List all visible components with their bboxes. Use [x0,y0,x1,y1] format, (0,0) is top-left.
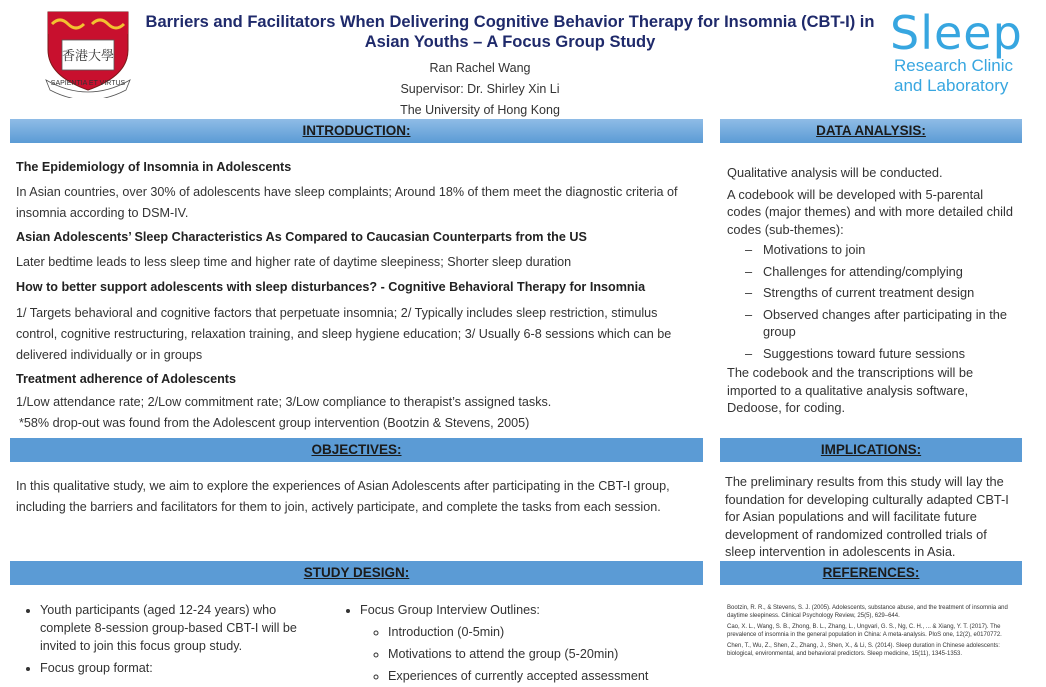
author-name: Ran Rachel Wang [429,61,531,75]
study-design-right [336,599,701,687]
outline-item: ◦ Experiences of currently accepted assessment [388,665,701,687]
intro-paragraph-2: Later bedtime leads to less sleep time and higher rate of daytime sleepiness; Shorter sleep duration [16,255,572,269]
data-analysis-p2: A codebook will be developed with 5-parental codes (major themes) and with more detailed child codes (sub-themes): [727,186,1013,237]
objectives-paragraph: In this qualitative study, we aim to explore the experiences of Asian Adolescents after participating in the CBT-I group, including the barriers and facilitators for them to join, actively participate, and complete the tasks from each session. [16,479,670,514]
introduction-heading: INTRODUCTION: [10,119,703,143]
references-section [727,604,1017,678]
code-item: – Challenges for attending/complying [745,263,1017,281]
affiliation: The University of Hong Kong [400,103,560,117]
objectives-section [16,476,686,518]
svg-text:香港大學: 香港大學 [61,49,115,64]
intro-paragraph-3: 1/ Targets behavioral and cognitive factors that perpetuate insomnia; 2/ Typically includes sleep restriction, stimulus control, cognitive restructuring, relaxation training, and sleep hygiene education; 3/ Usually 6-8 sessions which can be delivered individually or in groups [16,306,672,362]
implications-heading: IMPLICATIONS: [720,438,1022,462]
intro-heading-3: How to better support adolescents with sleep disturbances? - Cognitive Behavioral Therapy for Insomnia [16,280,646,294]
poster-title: Barriers and Facilitators When Delivering Cognitive Behavior Therapy for Insomnia (CBT-I) in Asian Youths – A Focus Group Study [145,13,875,51]
code-item: – Observed changes after participating in the group [745,306,1017,341]
reference-item: Cao, X. L., Wang, S. B., Zhong, B. L., Zhang, L., Ungvari, G. S., Ng, C. H., ... & Xiang, Y. T. (2017). The prevalence of insomnia in the general population in China: A meta-analysis. PloS one, 12(2), e0170772. [727,624,1002,638]
implications-paragraph: The preliminary results from this study will lay the foundation for developing culturally adapted CBT-I for Asian populations and will facilitate future development of randomized controlled trials of sleep intervention in adolescents in Asia. [725,474,1009,559]
intro-paragraph-1: In Asian countries, over 30% of adolescents have sleep complaints; Around 18% of them meet the diagnostic criteria of insomnia according to DSM-IV. [16,185,678,220]
intro-heading-4: Treatment adherence of Adolescents [16,372,236,386]
university-crest [42,10,134,98]
logo-sleep: Sleep [890,6,1023,60]
study-design-heading: STUDY DESIGN: [10,561,703,585]
data-analysis-section [727,164,1017,417]
logo-line-2: and Laboratory [894,76,1009,95]
interview-outline-title: Focus Group Interview Outlines: [360,603,540,617]
reference-item: Bootzin, R. R., & Stevens, S. J. (2005). Adolescents, substance abuse, and the treatment of insomnia and daytime sleepiness. Clinical Psychology Review, 25(5), 629–644. [727,605,1008,619]
code-item: – Suggestions toward future sessions [745,345,1017,363]
study-design-item: • Focus group format: [40,659,316,677]
sleep-lab-logo [890,6,1030,110]
logo-line-1: Research Clinic [894,56,1014,75]
code-item: – Strengths of current treatment design [745,284,1017,302]
code-item: – Motivations to join [745,241,1017,259]
data-analysis-p1: Qualitative analysis will be conducted. [727,165,943,180]
introduction-section [16,157,700,434]
intro-paragraph-5: *58% drop-out was found from the Adolescent group intervention (Bootzin & Stevens, 2005) [19,416,530,430]
references-heading: REFERENCES: [720,561,1022,585]
data-analysis-heading: DATA ANALYSIS: [720,119,1022,143]
intro-heading-2: Asian Adolescents’ Sleep Characteristics As Compared to Caucasian Counterparts from the US [16,230,587,244]
outline-item: ◦ Introduction (0-5min) [388,621,701,643]
intro-heading-1: The Epidemiology of Insomnia in Adolescents [16,160,292,174]
intro-paragraph-4: 1/Low attendance rate; 2/Low commitment rate; 3/Low compliance to therapist’s assigned tasks. [16,395,552,409]
data-analysis-p3: The codebook and the transcriptions will be imported to a qualitative analysis software, Dedoose, for coding. [727,365,974,415]
study-design-item: • Youth participants (aged 12-24 years) who complete 8-session group-based CBT-I will be invited to join this focus group study. [40,601,316,655]
study-design-left [16,601,316,681]
outline-item: ◦ Motivations to attend the group (5-20min) [388,643,701,665]
reference-item: Chen, T., Wu, Z., Shen, Z., Zhang, J., Shen, X., & Li, S. (2014). Sleep duration in Chinese adolescents: biological, environmental, and behavioral predictors. Sleep medicine, 15(11), 1345-1353. [727,643,1000,657]
objectives-heading: OBJECTIVES: [10,438,703,462]
crest-motto: SAPIENTIA ET VIRTUS [50,80,126,87]
implications-section [725,473,1019,561]
supervisor: Supervisor: Dr. Shirley Xin Li [400,82,560,96]
